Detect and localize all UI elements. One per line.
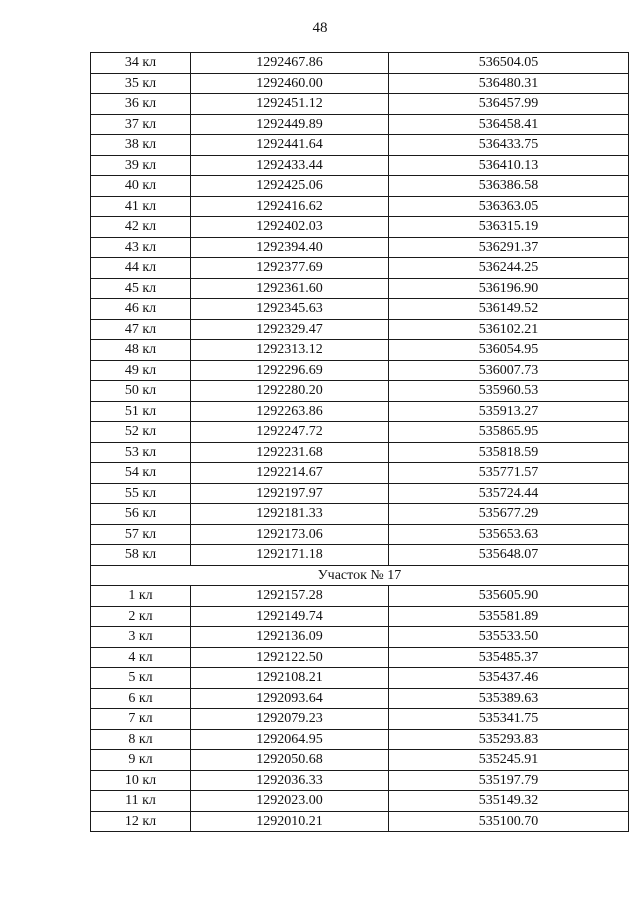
table-row	[91, 196, 629, 217]
y-coordinate-cell: 535913.27	[389, 401, 629, 422]
y-coordinate-cell: 536410.13	[389, 155, 629, 176]
table-row	[91, 217, 629, 238]
y-coordinate-cell: 536007.73	[389, 360, 629, 381]
point-cell: 42 кл	[91, 217, 191, 238]
table-row	[91, 299, 629, 320]
y-coordinate-cell: 536457.99	[389, 94, 629, 115]
y-coordinate-cell: 535653.63	[389, 524, 629, 545]
point-cell: 58 кл	[91, 545, 191, 566]
point-cell: 56 кл	[91, 504, 191, 525]
x-coordinate-cell: 1292093.64	[191, 688, 389, 709]
point-cell: 7 кл	[91, 709, 191, 730]
point-cell: 34 кл	[91, 53, 191, 74]
section-b-header	[91, 565, 629, 586]
x-coordinate-cell: 1292010.21	[191, 811, 389, 832]
y-coordinate-cell: 536504.05	[389, 53, 629, 74]
y-coordinate-cell: 536102.21	[389, 319, 629, 340]
table-row	[91, 647, 629, 668]
y-coordinate-cell: 535677.29	[389, 504, 629, 525]
table-row	[91, 770, 629, 791]
x-coordinate-cell: 1292136.09	[191, 627, 389, 648]
point-cell: 49 кл	[91, 360, 191, 381]
point-cell: 41 кл	[91, 196, 191, 217]
table-row	[91, 750, 629, 771]
y-coordinate-cell: 535245.91	[389, 750, 629, 771]
x-coordinate-cell: 1292214.67	[191, 463, 389, 484]
table-row	[91, 278, 629, 299]
y-coordinate-cell: 535771.57	[389, 463, 629, 484]
y-coordinate-cell: 536315.19	[389, 217, 629, 238]
table-row	[91, 258, 629, 279]
point-cell: 2 кл	[91, 606, 191, 627]
x-coordinate-cell: 1292416.62	[191, 196, 389, 217]
table-row	[91, 237, 629, 258]
x-coordinate-cell: 1292345.63	[191, 299, 389, 320]
x-coordinate-cell: 1292079.23	[191, 709, 389, 730]
y-coordinate-cell: 535818.59	[389, 442, 629, 463]
table-row	[91, 73, 629, 94]
point-cell: 38 кл	[91, 135, 191, 156]
point-cell: 44 кл	[91, 258, 191, 279]
table-row	[91, 114, 629, 135]
y-coordinate-cell: 535533.50	[389, 627, 629, 648]
x-coordinate-cell: 1292425.06	[191, 176, 389, 197]
y-coordinate-cell: 536386.58	[389, 176, 629, 197]
x-coordinate-cell: 1292451.12	[191, 94, 389, 115]
table-row	[91, 340, 629, 361]
point-cell: 1 кл	[91, 586, 191, 607]
y-coordinate-cell: 535437.46	[389, 668, 629, 689]
x-coordinate-cell: 1292361.60	[191, 278, 389, 299]
point-cell: 35 кл	[91, 73, 191, 94]
table-row	[91, 53, 629, 74]
point-cell: 12 кл	[91, 811, 191, 832]
x-coordinate-cell: 1292441.64	[191, 135, 389, 156]
section-b-rows	[91, 586, 629, 832]
y-coordinate-cell: 536244.25	[389, 258, 629, 279]
table-row	[91, 381, 629, 402]
x-coordinate-cell: 1292122.50	[191, 647, 389, 668]
x-coordinate-cell: 1292157.28	[191, 586, 389, 607]
point-cell: 48 кл	[91, 340, 191, 361]
y-coordinate-cell: 536363.05	[389, 196, 629, 217]
x-coordinate-cell: 1292247.72	[191, 422, 389, 443]
y-coordinate-cell: 535389.63	[389, 688, 629, 709]
table-row	[91, 94, 629, 115]
table-row	[91, 811, 629, 832]
point-cell: 57 кл	[91, 524, 191, 545]
x-coordinate-cell: 1292064.95	[191, 729, 389, 750]
point-cell: 36 кл	[91, 94, 191, 115]
x-coordinate-cell: 1292197.97	[191, 483, 389, 504]
table-row	[91, 319, 629, 340]
x-coordinate-cell: 1292449.89	[191, 114, 389, 135]
point-cell: 45 кл	[91, 278, 191, 299]
table-row	[91, 155, 629, 176]
point-cell: 51 кл	[91, 401, 191, 422]
point-cell: 5 кл	[91, 668, 191, 689]
x-coordinate-cell: 1292181.33	[191, 504, 389, 525]
table-row	[91, 627, 629, 648]
x-coordinate-cell: 1292460.00	[191, 73, 389, 94]
x-coordinate-cell: 1292313.12	[191, 340, 389, 361]
x-coordinate-cell: 1292036.33	[191, 770, 389, 791]
x-coordinate-cell: 1292433.44	[191, 155, 389, 176]
table-row	[91, 791, 629, 812]
point-cell: 50 кл	[91, 381, 191, 402]
point-cell: 3 кл	[91, 627, 191, 648]
coordinates-table	[90, 52, 629, 832]
table-row	[91, 401, 629, 422]
y-coordinate-cell: 535960.53	[389, 381, 629, 402]
table-row	[91, 360, 629, 381]
point-cell: 47 кл	[91, 319, 191, 340]
section-title: Участок № 17	[91, 565, 629, 586]
page-number: 48	[312, 20, 328, 36]
table-row	[91, 729, 629, 750]
table-row	[91, 606, 629, 627]
x-coordinate-cell: 1292023.00	[191, 791, 389, 812]
section-title-row	[91, 565, 629, 586]
x-coordinate-cell: 1292280.20	[191, 381, 389, 402]
table-row	[91, 442, 629, 463]
table-row	[91, 176, 629, 197]
x-coordinate-cell: 1292171.18	[191, 545, 389, 566]
y-coordinate-cell: 536196.90	[389, 278, 629, 299]
y-coordinate-cell: 536291.37	[389, 237, 629, 258]
table-row	[91, 709, 629, 730]
table-row	[91, 668, 629, 689]
point-cell: 8 кл	[91, 729, 191, 750]
x-coordinate-cell: 1292329.47	[191, 319, 389, 340]
x-coordinate-cell: 1292296.69	[191, 360, 389, 381]
point-cell: 9 кл	[91, 750, 191, 771]
point-cell: 46 кл	[91, 299, 191, 320]
y-coordinate-cell: 535485.37	[389, 647, 629, 668]
point-cell: 6 кл	[91, 688, 191, 709]
point-cell: 39 кл	[91, 155, 191, 176]
point-cell: 11 кл	[91, 791, 191, 812]
section-a-rows	[91, 53, 629, 566]
point-cell: 4 кл	[91, 647, 191, 668]
point-cell: 40 кл	[91, 176, 191, 197]
point-cell: 10 кл	[91, 770, 191, 791]
y-coordinate-cell: 535865.95	[389, 422, 629, 443]
y-coordinate-cell: 535293.83	[389, 729, 629, 750]
y-coordinate-cell: 535581.89	[389, 606, 629, 627]
table-row	[91, 586, 629, 607]
point-cell: 43 кл	[91, 237, 191, 258]
x-coordinate-cell: 1292394.40	[191, 237, 389, 258]
table-row	[91, 463, 629, 484]
y-coordinate-cell: 535100.70	[389, 811, 629, 832]
x-coordinate-cell: 1292108.21	[191, 668, 389, 689]
y-coordinate-cell: 536458.41	[389, 114, 629, 135]
x-coordinate-cell: 1292402.03	[191, 217, 389, 238]
y-coordinate-cell: 536054.95	[389, 340, 629, 361]
table-row	[91, 688, 629, 709]
point-cell: 54 кл	[91, 463, 191, 484]
table-row	[91, 545, 629, 566]
point-cell: 37 кл	[91, 114, 191, 135]
y-coordinate-cell: 535605.90	[389, 586, 629, 607]
y-coordinate-cell: 535724.44	[389, 483, 629, 504]
x-coordinate-cell: 1292263.86	[191, 401, 389, 422]
y-coordinate-cell: 536433.75	[389, 135, 629, 156]
point-cell: 52 кл	[91, 422, 191, 443]
x-coordinate-cell: 1292050.68	[191, 750, 389, 771]
table-row	[91, 422, 629, 443]
y-coordinate-cell: 535341.75	[389, 709, 629, 730]
table-row	[91, 483, 629, 504]
y-coordinate-cell: 535197.79	[389, 770, 629, 791]
x-coordinate-cell: 1292467.86	[191, 53, 389, 74]
point-cell: 53 кл	[91, 442, 191, 463]
table-row	[91, 524, 629, 545]
x-coordinate-cell: 1292149.74	[191, 606, 389, 627]
point-cell: 55 кл	[91, 483, 191, 504]
table-row	[91, 504, 629, 525]
y-coordinate-cell: 535648.07	[389, 545, 629, 566]
x-coordinate-cell: 1292377.69	[191, 258, 389, 279]
y-coordinate-cell: 535149.32	[389, 791, 629, 812]
x-coordinate-cell: 1292173.06	[191, 524, 389, 545]
y-coordinate-cell: 536480.31	[389, 73, 629, 94]
x-coordinate-cell: 1292231.68	[191, 442, 389, 463]
table-row	[91, 135, 629, 156]
y-coordinate-cell: 536149.52	[389, 299, 629, 320]
